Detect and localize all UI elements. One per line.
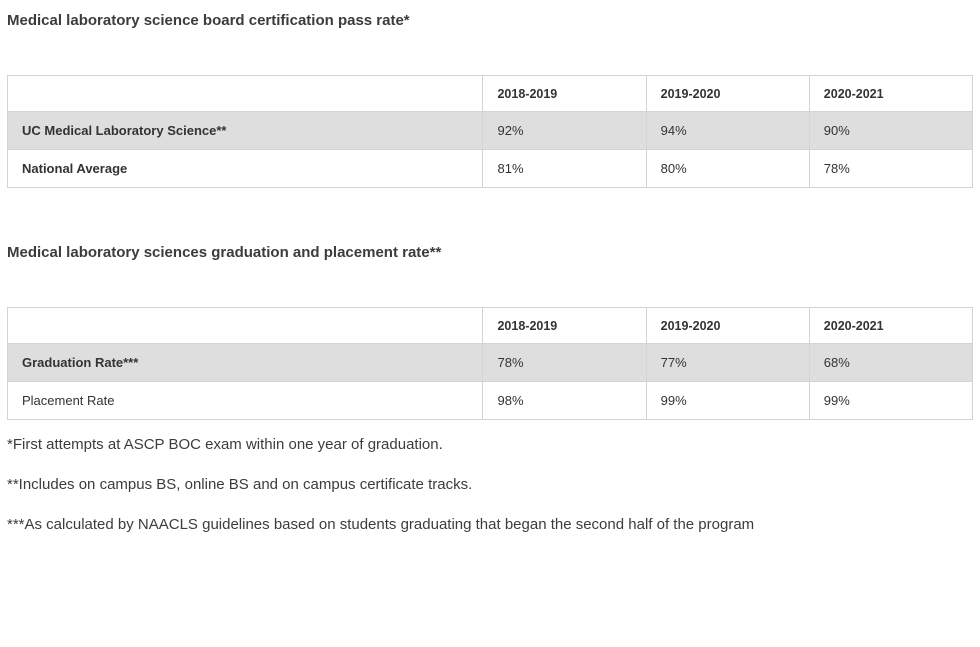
cell-placement-rate-2020-2021: 99% — [809, 382, 972, 420]
row-label-graduation-rate: Graduation Rate*** — [8, 344, 483, 382]
cell-national-average-2018-2019: 81% — [483, 150, 646, 188]
pass-rate-table — [7, 75, 973, 188]
header-row — [8, 76, 973, 112]
cell-national-average-2020-2021: 78% — [809, 150, 972, 188]
column-header-2020-2021: 2020-2021 — [809, 308, 972, 344]
spacer — [0, 188, 980, 232]
row-label-national-average: National Average — [8, 150, 483, 188]
page-title-pass-rate: Medical laboratory science board certification pass rate* — [7, 12, 410, 29]
cell-uc-mls-2020-2021: 90% — [809, 112, 972, 150]
cell-placement-rate-2018-2019: 98% — [483, 382, 646, 420]
column-header-blank — [8, 308, 483, 344]
table-body — [8, 112, 973, 188]
spacer — [0, 31, 980, 75]
footnote-1: *First attempts at ASCP BOC exam within one year of graduation. — [7, 436, 443, 453]
table-header — [8, 76, 973, 112]
cell-uc-mls-2018-2019: 92% — [483, 112, 646, 150]
column-header-2020-2021: 2020-2021 — [809, 76, 972, 112]
table-header — [8, 308, 973, 344]
table-row — [8, 150, 973, 188]
page-title-graduation-placement: Medical laboratory sciences graduation and placement rate** — [7, 244, 442, 261]
cell-graduation-rate-2020-2021: 68% — [809, 344, 972, 382]
column-header-2019-2020: 2019-2020 — [646, 308, 809, 344]
table-row — [8, 344, 973, 382]
spacer — [0, 263, 980, 307]
graduation-placement-table-container — [0, 307, 980, 420]
cell-uc-mls-2019-2020: 94% — [646, 112, 809, 150]
pass-rate-table-container — [0, 75, 980, 188]
table-body — [8, 344, 973, 420]
spacer — [0, 420, 980, 434]
cell-graduation-rate-2019-2020: 77% — [646, 344, 809, 382]
footnotes — [0, 434, 980, 535]
graduation-placement-table — [7, 307, 973, 420]
column-header-2018-2019: 2018-2019 — [483, 308, 646, 344]
cell-placement-rate-2019-2020: 99% — [646, 382, 809, 420]
header-row — [8, 308, 973, 344]
row-label-uc-mls: UC Medical Laboratory Science** — [8, 112, 483, 150]
table-row — [8, 382, 973, 420]
cell-national-average-2019-2020: 80% — [646, 150, 809, 188]
column-header-2019-2020: 2019-2020 — [646, 76, 809, 112]
column-header-2018-2019: 2018-2019 — [483, 76, 646, 112]
table-row — [8, 112, 973, 150]
footnote-3: ***As calculated by NAACLS guidelines based on students graduating that began the second half of the program — [7, 515, 755, 533]
footnote-2: **Includes on campus BS, online BS and on campus certificate tracks. — [7, 475, 473, 493]
column-header-blank — [8, 76, 483, 112]
cell-graduation-rate-2018-2019: 78% — [483, 344, 646, 382]
row-label-placement-rate: Placement Rate — [8, 382, 483, 420]
